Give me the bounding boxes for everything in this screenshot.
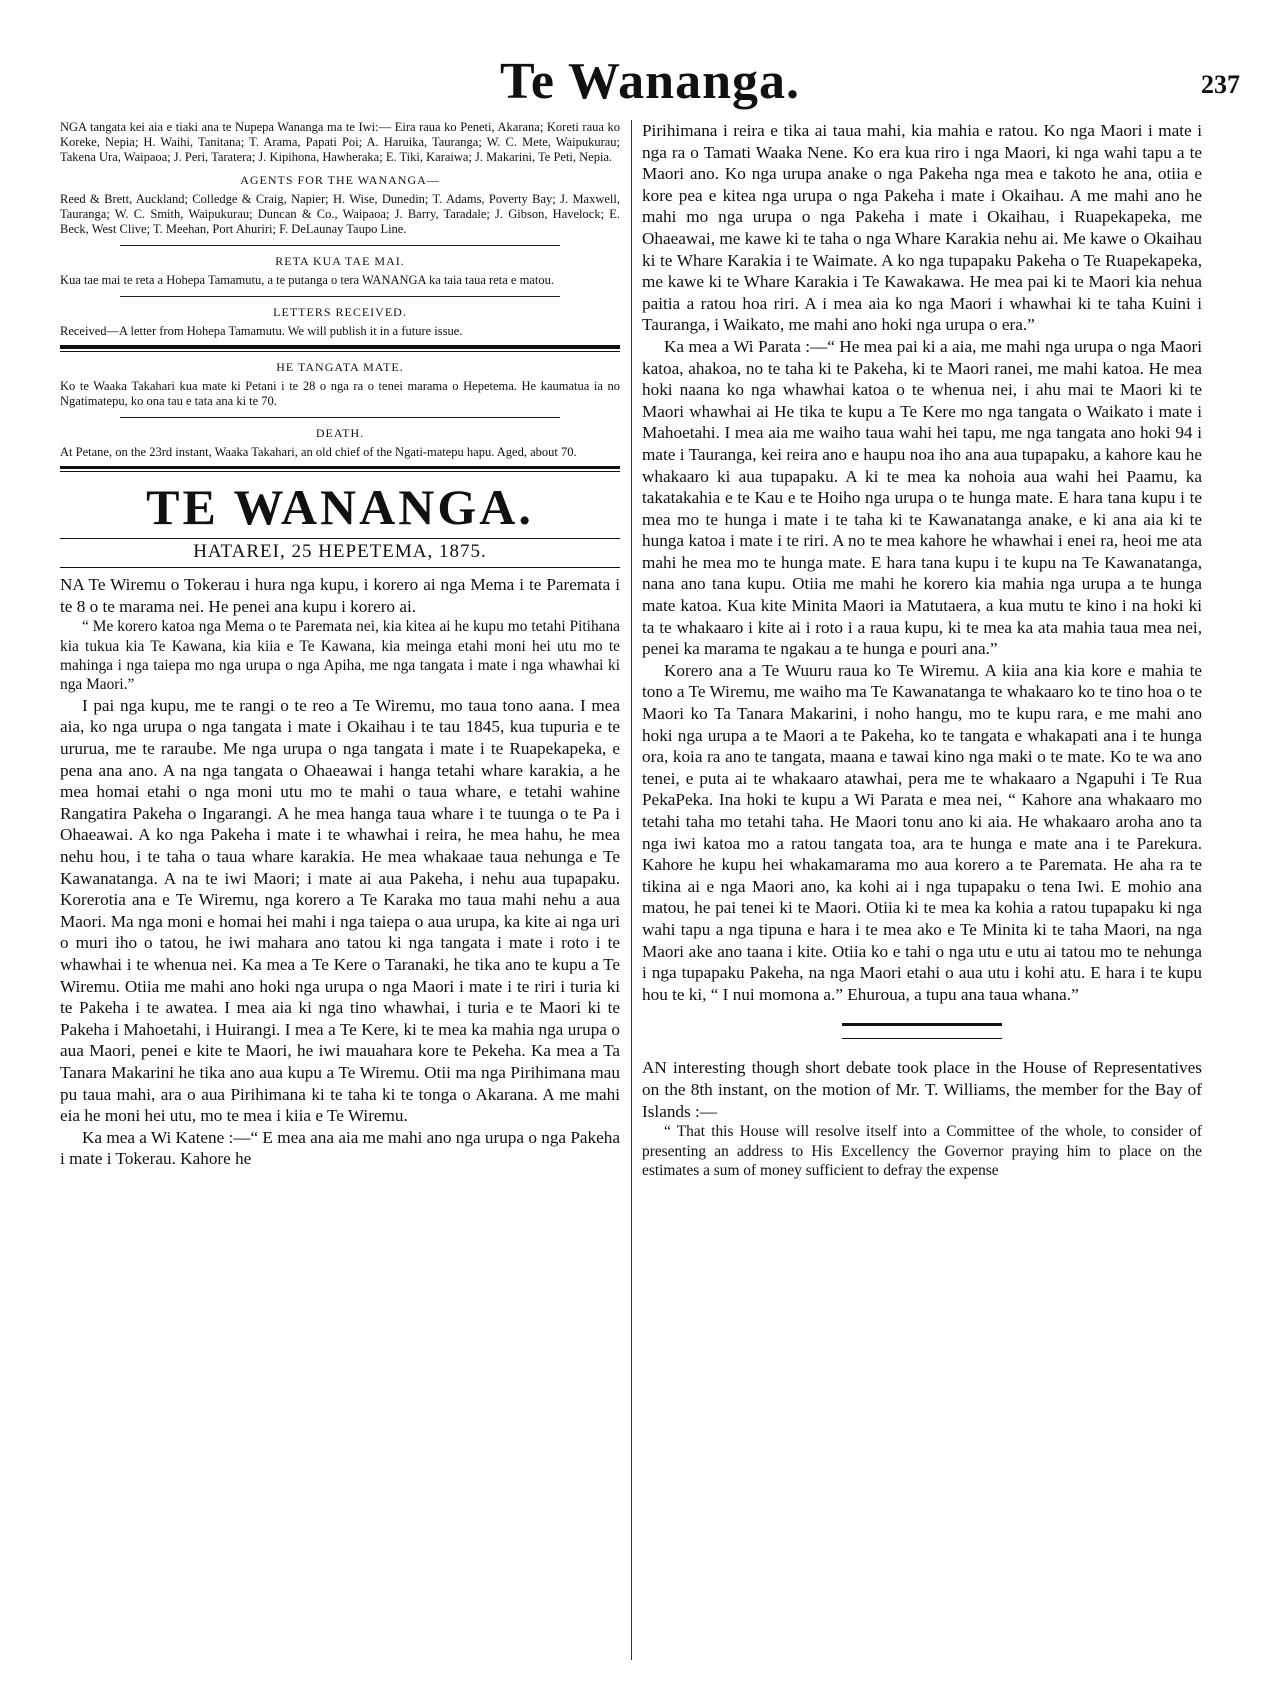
page-number: 237 <box>1201 70 1240 99</box>
right-column <box>642 120 1202 1660</box>
mate-text: Ko te Waaka Takahari kua mate ki Petani i te 28 o nga ra o tenei marama o Hepetema. He kaumatua ia no Ngatimatepu, ko ona tau e tata ana ki te 70. <box>60 379 620 408</box>
divider <box>120 245 560 246</box>
left-column <box>60 120 620 1660</box>
notice-section <box>60 120 620 460</box>
english-quote <box>642 1122 1202 1180</box>
mate-heading: HE TANGATA MATE. <box>276 360 404 374</box>
notice-agents-maori: NGA tangata kei aia e tiaki ana te Nupepa Wananga ma te Iwi:— Eira raua ko Peneti, Akarana; Koreti raua ko Koreke, Nepia; H. Waihi, Tanitana; T. Arama, Papati Poi; A. Haruika, Tauranga; W. C. Mete, Waipukurau; Takena Ura, Waipaoa; J. Peri, Taratera; J. Kipihona, Hawheraka; E. Tiki, Karaiwa; J. Makarini, Te Peti, Nepia. <box>60 120 620 164</box>
article-paragraph: Ka mea a Wi Katene :—“ E mea ana aia me mahi ano nga urupa o nga Pakeha i mate i Tokerau. Kahore he <box>60 1127 620 1169</box>
divider <box>120 296 560 297</box>
quote-paragraph: “ That this House will resolve itself into a Committee of the whole, to consider of presenting an address to His Excellency the Governor praying him to place on the estimates a sum of money sufficient to defray the expense <box>642 1123 1202 1179</box>
agents-text: Reed & Brett, Auckland; Colledge & Craig, Napier; H. Wise, Dunedin; T. Adams, Poverty Bay; J. Maxwell, Tauranga; W. C. Smith, Waipukurau; Duncan & Co., Waipaoa; J. Barry, Taradale; J. Gibson, Havelock; E. Beck, West Clive; T. Meehan, Port Ahuriri; F. DeLaunay Taupo Line. <box>60 192 620 236</box>
divider-under-title <box>60 538 620 539</box>
dateline: HATAREI, 25 HEPETEMA, 1875. <box>193 541 487 562</box>
masthead-title: Te Wananga. <box>499 53 801 110</box>
article-end-rule <box>842 1023 1002 1026</box>
letters-heading: LETTERS RECEIVED. <box>273 305 407 319</box>
article-left <box>60 574 620 617</box>
article-paragraph: I pai nga kupu, me te rangi o te reo a Te Wiremu, mo taua tono aana. I mea aia, ko nga urupa o nga tangata i mate i Okaihau i te tau 1845, kua tupuria e te ururua, me te raraube. Me nga urupa o nga tangata i mate i te Ruapekapeka, e pena ana ano. A na nga tangata o Ohaeawai i hanga tetahi whare karakia, a he mea homai etahi o nga moni utu mo te mahi o taua whare, e tetahi wahine Rangatira Pakeha o Ingarangi. A he mea hanga taua whare i te tuunga o te Pa i Ohaeawai. A ko nga Pakeha i mate i te whawhai i reira, he mea hahu, he mea nehu hou, i te taha o taua whare karakia. He mea whakaae taua nehunga e Te Kawanatanga. A na te iwi Maori; i mate ai aua Pakeha, i nehu aua tupapaku. Korerotia ana e Te Wiremu, nga korero a Te Karaka mo taua mahi nehu a aua Maori. Ma nga moni e homai hei mahi i nga taiepa o aua urupa, ka kite ai nga uri o muri iho o tatou, he iwi mahara ano tatou ki nga tangata i mate i roto i te whawhai i te whenua nei. Ka mea a Te Kere o Taranaki, he tika ano te kupu a Te Wiremu. Otiia me mahi ano hoki nga urupa o nga Maori i mate i te riri i turia ki te Pakeha i te awatea. I mea aia ki nga tino whawhai, i turia e te Maori ki te Pakeha i Mahoetahi, i Huirangi. I mea a Te Kere, ki te mea ka mahia nga urupa o aua Maori, penei e kite te Maori, he iwi mauahara kore te Pekeha. Ka mea a Ta Tanara Makarini he tika ano aua kupu a Te Wiremu. Otii ma nga Pirihimana mau pu taua mahi, ara o aua Pirihimana ki te taha ki te tonga o Akarana. A me mahi eia he moni hei utu, mo te mea i kiia e Te Wiremu. <box>60 695 620 1126</box>
divider-double-lower <box>60 471 620 472</box>
newspaper-page <box>60 52 1240 1662</box>
article-quote <box>60 617 620 695</box>
columns <box>60 120 1240 1660</box>
letters-text: Received—A letter from Hohepa Tamamutu. We will publish it in a future issue. <box>60 324 463 338</box>
article-paragraph: NA Te Wiremu o Tokerau i hura nga kupu, i korero ai nga Mema i te Paremata i te 8 o te marama nei. He penei ana kupu i korero ai. <box>60 575 620 616</box>
divider <box>120 417 560 418</box>
death-text: At Petane, on the 23rd instant, Waaka Takahari, an old chief of the Ngati-matepu hapu. Aged, about 70. <box>60 445 577 459</box>
divider-thick <box>60 345 620 352</box>
reta-text: Kua tae mai te reta a Hohepa Tamamutu, a te putanga o tera WANANGA ka taia taua reta e matou. <box>60 273 554 287</box>
article-paragraph: Korero ana a Te Wuuru raua ko Te Wiremu. A kiia ana kia kore e mahia te tono a Te Wiremu, me waiho ma Te Kawanatanga te whakaaro ko te tino hoa o te Maori ko Ta Tanara Makarini, i noho hangu, mo te kupu rara, e me mahi ano hoki nga urupa a te Maori a te Pakeha, ko te tangata e whakapati ana i te hunga ora, koia ra ano te tangata, maana e tawai kino nga maki o te mate. Ko te wa ano tenei, e puta ai te whakaaro atawhai, pera me te whakaaro a Ngapuhi i Te Rua PekaPeka. Ina hoki te kupu a Wi Parata e mea nei, “ Kahore ana whakaaro mo tetahi taha mo tetahi taha. He Maori tonu ano ki aia. He whakaaro aroha ano ta nga iwi katoa mo a ratou tangata toa, ara te hunga e mate ana i te Parekura. Kahore he kupu hei whakamarama mo aua korero a te Paremata. He aha ra te tikina ai e nga Maori ano, ka kohi ai i nga tupapaku o tena Iwi. E mohio ana matou, he pai tenei ki te Maori. Otiia ki te mea ka kohia a ratou tupapaku ki nga wahi tapu a nga tipuna e hara i te mea ako e Te Minita ki te taha Maori, na nga Maori ake ano taana i kite. Otiia ko e tahi o nga utu e utu ai tatou mo te nehunga i nga tupapaku Pakeha, na nga Maori etahi o aua utu i kohi atu. E hara i te kupu hou te ki, “ I nui momona a.” Ehuroua, a tupu ana taua whana.” <box>642 660 1202 1004</box>
article-paragraph: AN interesting though short debate took place in the House of Representatives on the 8th instant, on the motion of Mr. T. Williams, the member for the Bay of Islands :— <box>642 1058 1202 1121</box>
death-heading: DEATH. <box>315 426 365 440</box>
article-right <box>642 120 1202 1005</box>
english-article <box>642 1057 1202 1122</box>
column-rule <box>631 120 632 1660</box>
divider-double <box>60 466 620 469</box>
article-left-continued <box>60 695 620 1170</box>
quote-paragraph: “ Me korero katoa nga Mema o te Paremata nei, kia kitea ai he kupu mo tetahi Pitihana kia tukua kia Te Kawana, kia kiia e Te Kawana, kia meinga etahi moni hei utu mo te mahinga i nga taiepa mo nga urupa o nga Apiha, me nga tangata i mate i nga whawhai ki nga Maori.” <box>60 618 620 694</box>
agents-heading: AGENTS FOR THE WANANGA— <box>240 173 440 187</box>
article-paragraph: Ka mea a Wi Parata :—“ He mea pai ki a aia, me mahi nga urupa o nga Maori katoa, ahakoa, no te taha ki te Pakeha, ki te Maori ranei, me mahi katoa. He mea hoki naana ko nga whawhai katoa o te whenua nei, i ahu mai te Maori ki te Maori whawhai ai He tika te kupu a Te Kere mo nga tangata o Waikato i mate i Mahoetahi. I mea aia me waiho taua wahi hei tapu, me nga tangata ano hoki 94 i mate i Tauranga, kei reira ano e haupu noa iho ana aua tupapaku, a kahore kau he whakaaro ki aua tupapaku. A ki te mea ka nohoia aua wahi hei Paamu, ka takatakahia e te Kau e te Hoiho nga urupa o te hunga mate. E hara tana kupu i te mea mo te hunga i mate i te taha ki te Kawanatanga anake, e ki ana aia ki te hunga katoa i mate i te riri. A no te mea kahore he whawhai i enei ra, heoi me ata mahi he mea mo te hunga mate. E hara tana kupu i te kupu na Te Kawanatanga, nana ano tana kupu. Otiia me mahi he korero kia mahia nga urupa a te hunga mate katoa. Kua kite Minita Maori ia Matutaera, a kua mutu te kino i na hoki ki ta te whakaaro i kite ai i roto i a raua kupu, ki te mea ka ata mahia taua mea nei, penei ka marama te ngakau a te hunga e pouri ana.” <box>642 336 1202 659</box>
section-title: TE WANANGA. <box>146 479 534 535</box>
article-end-rule-lower <box>842 1038 1002 1039</box>
masthead <box>60 52 1240 112</box>
reta-heading: RETA KUA TAE MAI. <box>275 254 405 268</box>
article-paragraph: Pirihimana i reira e tika ai taua mahi, kia mahia e ratou. Ko nga Maori i mate i nga ra o Tamati Waaka Nene. Ko era kua riro i nga Maori, ki nga wahi tapu a te Maori ano. Ko nga urupa anake o nga Pakeha nga mea e takoto he ana, otiia e kore pea e kitea nga urupa o nga Pakeha i mate i Okaihau. A me mahi ano he mahi mo nga urupa o nga Pakeha i mate i Okaihau, i Ruapekapeka, me Ohaeawai, me kawe ki te taha o nga Whare Karakia nehu ai. Me kawe o Okaihau ki te Whare Karakia i te Waimate. A ko nga tupapaku Pakeha o Te Ruapekapeka, me kawe ki te Whare Karakia i Te Kawakawa. He mea pai ki te Maori kia nehua paitia a ratou hoa riri. A i mea aia ko nga Maori i whawhai ki te taha Kuini i Tauranga, i Waikato, me mahi ano hoki nga urupa o era.” <box>642 121 1202 335</box>
